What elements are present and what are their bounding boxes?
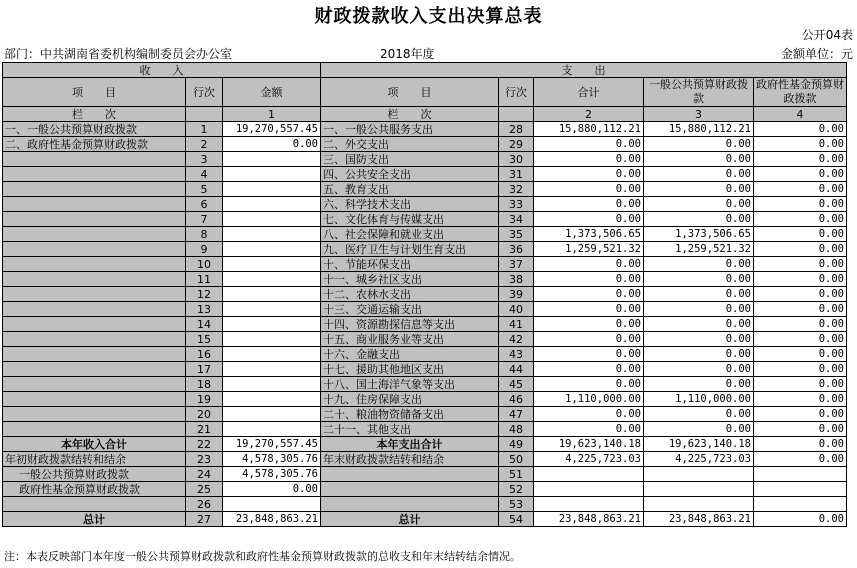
form-number: 公开04表 bbox=[801, 28, 853, 42]
expense-row-number: 28 bbox=[499, 122, 534, 137]
expense-general-budget: 0.00 bbox=[644, 287, 754, 302]
income-row-number: 26 bbox=[186, 497, 223, 512]
expense-total: 0.00 bbox=[534, 362, 644, 377]
expense-row-number: 54 bbox=[499, 512, 534, 527]
income-row-number: 17 bbox=[186, 362, 223, 377]
income-amount bbox=[223, 332, 321, 347]
table-row bbox=[3, 362, 847, 377]
expense-total: 0.00 bbox=[534, 167, 644, 182]
income-item-label bbox=[3, 497, 186, 512]
income-row-number: 9 bbox=[186, 242, 223, 257]
expense-general-budget bbox=[644, 467, 754, 482]
expense-item-label: 三、国防支出 bbox=[321, 152, 499, 167]
expense-item-label: 八、社会保障和就业支出 bbox=[321, 227, 499, 242]
income-amount bbox=[223, 257, 321, 272]
expense-general-budget: 0.00 bbox=[644, 272, 754, 287]
income-row-number: 27 bbox=[186, 512, 223, 527]
expense-total: 0.00 bbox=[534, 407, 644, 422]
expense-row-number: 45 bbox=[499, 377, 534, 392]
income-item-label bbox=[3, 332, 186, 347]
expense-item-label: 总计 bbox=[321, 512, 499, 527]
table-row bbox=[3, 347, 847, 362]
gov-fund-header: 政府性基金预算财政拨款 bbox=[754, 78, 847, 107]
expense-item-label: 十六、金融支出 bbox=[321, 347, 499, 362]
table-row bbox=[3, 272, 847, 287]
expense-general-budget: 0.00 bbox=[644, 257, 754, 272]
expense-item-label: 十五、商业服务业等支出 bbox=[321, 332, 499, 347]
expense-item-label bbox=[321, 482, 499, 497]
expense-header: 支 出 bbox=[321, 63, 847, 78]
expense-total: 1,110,000.00 bbox=[534, 392, 644, 407]
expense-total: 19,623,140.18 bbox=[534, 437, 644, 452]
expense-item-label: 十七、援助其他地区支出 bbox=[321, 362, 499, 377]
expense-total: 0.00 bbox=[534, 422, 644, 437]
income-item-label bbox=[3, 182, 186, 197]
income-row-number: 5 bbox=[186, 182, 223, 197]
expense-item-label: 二十、粮油物资储备支出 bbox=[321, 407, 499, 422]
expense-gov-fund: 0.00 bbox=[754, 392, 847, 407]
income-row-number: 16 bbox=[186, 347, 223, 362]
income-item-label: 一般公共预算财政拨款 bbox=[3, 467, 186, 482]
expense-total: 0.00 bbox=[534, 197, 644, 212]
expense-total bbox=[534, 482, 644, 497]
expense-gov-fund: 0.00 bbox=[754, 242, 847, 257]
expense-gov-fund: 0.00 bbox=[754, 422, 847, 437]
income-item-label bbox=[3, 392, 186, 407]
income-item-label: 年初财政拨款结转和结余 bbox=[3, 452, 186, 467]
expense-item-label: 十二、农林水支出 bbox=[321, 287, 499, 302]
expense-item-label: 二十一、其他支出 bbox=[321, 422, 499, 437]
expense-row-number: 42 bbox=[499, 332, 534, 347]
expense-general-budget: 0.00 bbox=[644, 377, 754, 392]
expense-gov-fund: 0.00 bbox=[754, 212, 847, 227]
table-row bbox=[3, 152, 847, 167]
income-amount bbox=[223, 302, 321, 317]
expense-total bbox=[534, 497, 644, 512]
income-item-label bbox=[3, 362, 186, 377]
expense-total: 1,373,506.65 bbox=[534, 227, 644, 242]
expense-total: 0.00 bbox=[534, 317, 644, 332]
expense-row-number: 53 bbox=[499, 497, 534, 512]
expense-item-label: 十、节能环保支出 bbox=[321, 257, 499, 272]
expense-gov-fund: 0.00 bbox=[754, 512, 847, 527]
expense-general-budget bbox=[644, 482, 754, 497]
income-item-label bbox=[3, 302, 186, 317]
income-row-number: 4 bbox=[186, 167, 223, 182]
expense-row-number: 47 bbox=[499, 407, 534, 422]
income-amount: 23,848,863.21 bbox=[223, 512, 321, 527]
expense-item-label bbox=[321, 497, 499, 512]
table-row bbox=[3, 287, 847, 302]
income-amount bbox=[223, 227, 321, 242]
income-item-label bbox=[3, 377, 186, 392]
table-row bbox=[3, 137, 847, 152]
col-3-label: 3 bbox=[644, 107, 754, 122]
table-row bbox=[3, 497, 847, 512]
expense-general-budget: 0.00 bbox=[644, 212, 754, 227]
footnote: 注：本表反映部门本年度一般公共预算财政拨款和政府性基金预算财政拨款的总收支和年末结转结余情况。 bbox=[4, 550, 521, 563]
table-row bbox=[3, 227, 847, 242]
expense-gov-fund: 0.00 bbox=[754, 362, 847, 377]
blank-cell bbox=[186, 107, 223, 122]
expense-item-label: 二、外交支出 bbox=[321, 137, 499, 152]
expense-total: 4,225,723.03 bbox=[534, 452, 644, 467]
expense-total: 0.00 bbox=[534, 332, 644, 347]
expense-general-budget: 0.00 bbox=[644, 197, 754, 212]
income-row-number: 12 bbox=[186, 287, 223, 302]
income-amount: 19,270,557.45 bbox=[223, 122, 321, 137]
expense-gov-fund: 0.00 bbox=[754, 377, 847, 392]
income-amount bbox=[223, 272, 321, 287]
expense-row-number: 35 bbox=[499, 227, 534, 242]
expense-total: 0.00 bbox=[534, 302, 644, 317]
expense-gov-fund: 0.00 bbox=[754, 302, 847, 317]
income-amount bbox=[223, 362, 321, 377]
department-label: 部门：中共湖南省委机构编制委员会办公室 bbox=[4, 47, 233, 61]
table-row bbox=[3, 482, 847, 497]
income-item-label bbox=[3, 242, 186, 257]
expense-gov-fund: 0.00 bbox=[754, 182, 847, 197]
income-amount bbox=[223, 317, 321, 332]
expense-gov-fund bbox=[754, 482, 847, 497]
expense-gov-fund: 0.00 bbox=[754, 122, 847, 137]
income-row-number: 20 bbox=[186, 407, 223, 422]
expense-item-label: 七、文化体育与传媒支出 bbox=[321, 212, 499, 227]
table-row bbox=[3, 167, 847, 182]
income-item-label: 本年收入合计 bbox=[3, 437, 186, 452]
table-row bbox=[3, 122, 847, 137]
expense-total: 0.00 bbox=[534, 212, 644, 227]
expense-row-number: 31 bbox=[499, 167, 534, 182]
expense-gov-fund bbox=[754, 497, 847, 512]
expense-row-number: 34 bbox=[499, 212, 534, 227]
income-amount bbox=[223, 422, 321, 437]
expense-total: 0.00 bbox=[534, 287, 644, 302]
income-item-label bbox=[3, 272, 186, 287]
income-amount: 0.00 bbox=[223, 137, 321, 152]
income-item-label bbox=[3, 407, 186, 422]
income-row-number: 7 bbox=[186, 212, 223, 227]
expense-general-budget: 0.00 bbox=[644, 407, 754, 422]
income-amount-header: 金额 bbox=[223, 78, 321, 107]
table-row bbox=[3, 182, 847, 197]
income-row-number: 19 bbox=[186, 392, 223, 407]
income-row-number: 11 bbox=[186, 272, 223, 287]
income-amount: 4,578,305.76 bbox=[223, 467, 321, 482]
income-amount bbox=[223, 242, 321, 257]
expense-total: 0.00 bbox=[534, 152, 644, 167]
expense-row-number: 51 bbox=[499, 467, 534, 482]
report-year: 2018年度 bbox=[380, 47, 435, 61]
expense-gov-fund bbox=[754, 467, 847, 482]
table-row bbox=[3, 257, 847, 272]
income-amount: 19,270,557.45 bbox=[223, 437, 321, 452]
expense-item-label: 六、科学技术支出 bbox=[321, 197, 499, 212]
income-amount bbox=[223, 167, 321, 182]
income-amount bbox=[223, 197, 321, 212]
income-amount bbox=[223, 152, 321, 167]
income-row-number: 25 bbox=[186, 482, 223, 497]
expense-gov-fund: 0.00 bbox=[754, 437, 847, 452]
expense-gov-fund: 0.00 bbox=[754, 137, 847, 152]
expense-general-budget: 1,110,000.00 bbox=[644, 392, 754, 407]
expense-item-label: 年末财政拨款结转和结余 bbox=[321, 452, 499, 467]
expense-total: 0.00 bbox=[534, 257, 644, 272]
income-item-label bbox=[3, 212, 186, 227]
expense-general-budget: 0.00 bbox=[644, 152, 754, 167]
income-item-label bbox=[3, 287, 186, 302]
income-amount bbox=[223, 392, 321, 407]
table-row bbox=[3, 452, 847, 467]
expense-gov-fund: 0.00 bbox=[754, 317, 847, 332]
income-item-label bbox=[3, 317, 186, 332]
expense-general-budget: 0.00 bbox=[644, 302, 754, 317]
col-1-label: 1 bbox=[223, 107, 321, 122]
table-row bbox=[3, 197, 847, 212]
income-item-label: 政府性基金预算财政拨款 bbox=[3, 482, 186, 497]
expense-gov-fund: 0.00 bbox=[754, 287, 847, 302]
income-rowno-header: 行次 bbox=[186, 78, 223, 107]
income-row-number: 3 bbox=[186, 152, 223, 167]
expense-row-number: 44 bbox=[499, 362, 534, 377]
amount-unit: 金额单位：元 bbox=[780, 47, 853, 61]
expense-general-budget: 19,623,140.18 bbox=[644, 437, 754, 452]
expense-general-budget: 1,373,506.65 bbox=[644, 227, 754, 242]
expense-total: 1,259,521.32 bbox=[534, 242, 644, 257]
expense-item-label: 十一、城乡社区支出 bbox=[321, 272, 499, 287]
expense-column-label: 栏 次 bbox=[321, 107, 499, 122]
income-item-label: 总计 bbox=[3, 512, 186, 527]
expense-gov-fund: 0.00 bbox=[754, 272, 847, 287]
income-item-label: 二、政府性基金预算财政拨款 bbox=[3, 137, 186, 152]
expense-general-budget: 0.00 bbox=[644, 332, 754, 347]
table-row bbox=[3, 242, 847, 257]
expense-row-number: 52 bbox=[499, 482, 534, 497]
expense-total-header: 合计 bbox=[534, 78, 644, 107]
expense-row-number: 46 bbox=[499, 392, 534, 407]
expense-total: 0.00 bbox=[534, 377, 644, 392]
expense-item-label: 一、一般公共服务支出 bbox=[321, 122, 499, 137]
income-item-label bbox=[3, 197, 186, 212]
income-header: 收 入 bbox=[3, 63, 321, 78]
expense-total: 0.00 bbox=[534, 182, 644, 197]
expense-item-label: 十九、住房保障支出 bbox=[321, 392, 499, 407]
general-budget-header: 一般公共预算财政拨款 bbox=[644, 78, 754, 107]
expense-total: 23,848,863.21 bbox=[534, 512, 644, 527]
income-item-label bbox=[3, 167, 186, 182]
report-table bbox=[2, 62, 847, 527]
expense-item-label: 本年支出合计 bbox=[321, 437, 499, 452]
expense-general-budget: 0.00 bbox=[644, 362, 754, 377]
table-row bbox=[3, 512, 847, 527]
income-amount bbox=[223, 377, 321, 392]
expense-row-number: 33 bbox=[499, 197, 534, 212]
expense-total: 15,880,112.21 bbox=[534, 122, 644, 137]
table-row bbox=[3, 212, 847, 227]
income-row-number: 14 bbox=[186, 317, 223, 332]
income-amount bbox=[223, 212, 321, 227]
expense-gov-fund: 0.00 bbox=[754, 197, 847, 212]
income-item-header: 项 目 bbox=[3, 78, 186, 107]
income-item-label bbox=[3, 152, 186, 167]
expense-general-budget: 4,225,723.03 bbox=[644, 452, 754, 467]
income-row-number: 13 bbox=[186, 302, 223, 317]
expense-row-number: 48 bbox=[499, 422, 534, 437]
income-amount bbox=[223, 182, 321, 197]
expense-row-number: 30 bbox=[499, 152, 534, 167]
expense-total: 0.00 bbox=[534, 347, 644, 362]
expense-total bbox=[534, 467, 644, 482]
income-row-number: 6 bbox=[186, 197, 223, 212]
expense-gov-fund: 0.00 bbox=[754, 167, 847, 182]
expense-total: 0.00 bbox=[534, 137, 644, 152]
col-2-label: 2 bbox=[534, 107, 644, 122]
table-row bbox=[3, 377, 847, 392]
expense-item-label: 十四、资源勘探信息等支出 bbox=[321, 317, 499, 332]
income-item-label bbox=[3, 257, 186, 272]
expense-gov-fund: 0.00 bbox=[754, 407, 847, 422]
expense-general-budget: 0.00 bbox=[644, 317, 754, 332]
income-row-number: 21 bbox=[186, 422, 223, 437]
expense-item-header: 项 目 bbox=[321, 78, 499, 107]
income-amount bbox=[223, 407, 321, 422]
income-item-label bbox=[3, 227, 186, 242]
expense-general-budget: 1,259,521.32 bbox=[644, 242, 754, 257]
expense-rowno-header: 行次 bbox=[499, 78, 534, 107]
income-row-number: 2 bbox=[186, 137, 223, 152]
expense-gov-fund: 0.00 bbox=[754, 332, 847, 347]
expense-gov-fund: 0.00 bbox=[754, 347, 847, 362]
income-row-number: 23 bbox=[186, 452, 223, 467]
income-row-number: 24 bbox=[186, 467, 223, 482]
expense-gov-fund: 0.00 bbox=[754, 452, 847, 467]
expense-item-label: 五、教育支出 bbox=[321, 182, 499, 197]
expense-total: 0.00 bbox=[534, 272, 644, 287]
blank-cell bbox=[499, 107, 534, 122]
table-row bbox=[3, 407, 847, 422]
table-row bbox=[3, 392, 847, 407]
expense-row-number: 50 bbox=[499, 452, 534, 467]
income-item-label bbox=[3, 422, 186, 437]
expense-gov-fund: 0.00 bbox=[754, 152, 847, 167]
table-row bbox=[3, 332, 847, 347]
income-column-label: 栏 次 bbox=[3, 107, 186, 122]
table-row bbox=[3, 317, 847, 332]
table-row bbox=[3, 467, 847, 482]
expense-gov-fund: 0.00 bbox=[754, 257, 847, 272]
expense-general-budget: 0.00 bbox=[644, 422, 754, 437]
expense-row-number: 32 bbox=[499, 182, 534, 197]
table-row bbox=[3, 302, 847, 317]
income-row-number: 18 bbox=[186, 377, 223, 392]
table-row bbox=[3, 437, 847, 452]
expense-item-label bbox=[321, 467, 499, 482]
col-4-label: 4 bbox=[754, 107, 847, 122]
expense-general-budget: 0.00 bbox=[644, 137, 754, 152]
expense-general-budget: 0.00 bbox=[644, 182, 754, 197]
expense-row-number: 49 bbox=[499, 437, 534, 452]
income-amount: 0.00 bbox=[223, 482, 321, 497]
expense-row-number: 41 bbox=[499, 317, 534, 332]
report-title: 财政拨款收入支出决算总表 bbox=[314, 6, 543, 27]
income-row-number: 10 bbox=[186, 257, 223, 272]
income-row-number: 15 bbox=[186, 332, 223, 347]
expense-general-budget: 23,848,863.21 bbox=[644, 512, 754, 527]
table-row bbox=[3, 422, 847, 437]
income-row-number: 1 bbox=[186, 122, 223, 137]
expense-item-label: 九、医疗卫生与计划生育支出 bbox=[321, 242, 499, 257]
income-amount: 4,578,305.76 bbox=[223, 452, 321, 467]
income-amount bbox=[223, 347, 321, 362]
income-amount bbox=[223, 497, 321, 512]
expense-general-budget: 15,880,112.21 bbox=[644, 122, 754, 137]
expense-item-label: 十三、交通运输支出 bbox=[321, 302, 499, 317]
expense-general-budget: 0.00 bbox=[644, 167, 754, 182]
income-amount bbox=[223, 287, 321, 302]
expense-row-number: 43 bbox=[499, 347, 534, 362]
expense-item-label: 十八、国土海洋气象等支出 bbox=[321, 377, 499, 392]
expense-gov-fund: 0.00 bbox=[754, 227, 847, 242]
expense-general-budget: 0.00 bbox=[644, 347, 754, 362]
expense-row-number: 40 bbox=[499, 302, 534, 317]
expense-item-label: 四、公共安全支出 bbox=[321, 167, 499, 182]
income-row-number: 8 bbox=[186, 227, 223, 242]
income-item-label: 一、一般公共预算财政拨款 bbox=[3, 122, 186, 137]
income-item-label bbox=[3, 347, 186, 362]
expense-row-number: 39 bbox=[499, 287, 534, 302]
expense-row-number: 38 bbox=[499, 272, 534, 287]
expense-row-number: 36 bbox=[499, 242, 534, 257]
income-row-number: 22 bbox=[186, 437, 223, 452]
expense-general-budget bbox=[644, 497, 754, 512]
expense-row-number: 37 bbox=[499, 257, 534, 272]
expense-row-number: 29 bbox=[499, 137, 534, 152]
